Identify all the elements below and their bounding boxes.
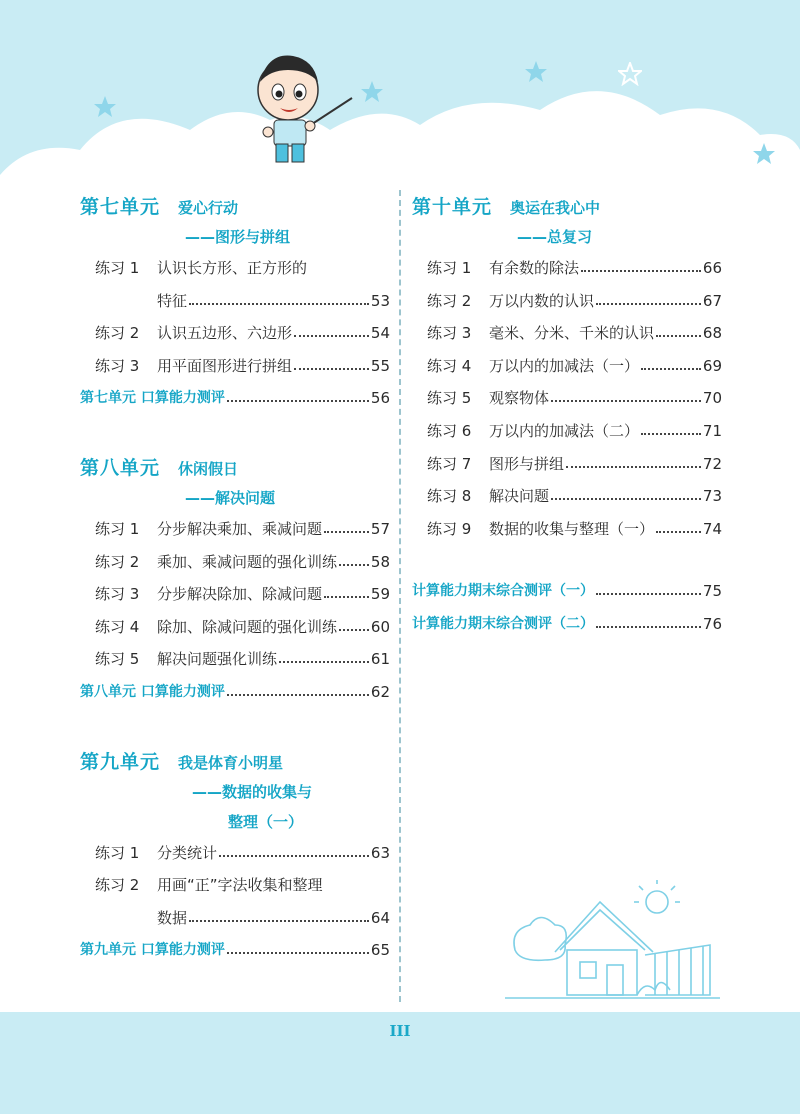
entry-label: 练习 9 [427, 519, 472, 538]
page-number-ref: 74 [702, 519, 722, 538]
entry-title: 解决问题 [489, 487, 550, 506]
leader-dots [189, 902, 369, 922]
page-number-ref: 67 [702, 291, 722, 310]
test-title: 计算能力期末综合测评（二） [412, 615, 594, 632]
unit-test-entry[interactable] [80, 676, 390, 709]
leader-dots [641, 415, 701, 435]
leader-dots [189, 285, 369, 305]
entry-label: 练习 5 [427, 389, 472, 408]
unit-theme: 奥运在我心中 [510, 199, 601, 217]
test-title: 第七单元 口算能力测评 [80, 390, 225, 407]
toc-entry[interactable] [80, 578, 390, 611]
unit-test-entry[interactable] [80, 934, 390, 967]
entry-label: 练习 4 [427, 356, 472, 375]
entry-title: 图形与拼组 [489, 454, 565, 473]
entry-title: 分类统计 [157, 843, 218, 862]
toc-entry[interactable] [412, 480, 722, 513]
star-icon [524, 60, 548, 84]
final-test-entry[interactable] [412, 575, 722, 608]
toc-entry[interactable] [80, 546, 390, 579]
leader-dots [596, 285, 701, 305]
leader-dots [551, 382, 701, 402]
entry-title: 毫米、分米、千米的认识 [489, 324, 655, 343]
unit-theme: 休闲假日 [178, 459, 239, 478]
page-number-ref: 54 [370, 324, 390, 343]
page-number: III [389, 1022, 411, 1040]
page-number-ref: 60 [370, 617, 390, 636]
leader-dots [656, 317, 701, 337]
unit-title: 第七单元 [80, 196, 161, 218]
entry-label: 练习 2 [95, 552, 140, 571]
page-number-ref: 73 [702, 487, 722, 506]
unit-subtitle: ——数据的收集与 [192, 782, 313, 801]
toc-entry[interactable] [412, 415, 722, 448]
leader-dots [656, 513, 701, 533]
page-number-ref: 65 [370, 941, 390, 960]
leader-dots [294, 317, 369, 337]
leader-dots [581, 252, 701, 272]
entry-label: 练习 1 [95, 519, 140, 538]
cartoon-boy-illustration [248, 40, 358, 170]
unit-subtitle: ——图形与拼组 [185, 228, 291, 246]
toc-entry[interactable] [412, 382, 722, 415]
leader-dots [551, 480, 701, 500]
entry-label: 练习 1 [95, 259, 140, 277]
unit-section [412, 192, 722, 545]
toc-left-column [80, 192, 390, 967]
unit-subtitle: ——总复习 [517, 228, 593, 246]
entry-title: 万以内的加减法（二） [489, 421, 640, 440]
entry-title: 有余数的除法 [489, 259, 580, 277]
page-number-ref: 68 [702, 324, 722, 343]
page-number-ref: 72 [702, 454, 722, 473]
entry-label: 练习 3 [427, 324, 472, 343]
toc-entry[interactable] [80, 837, 390, 870]
toc-entry[interactable] [412, 285, 722, 318]
page-number-ref: 76 [702, 614, 722, 633]
leader-dots [641, 350, 701, 370]
page-number-ref: 69 [702, 356, 722, 375]
entry-title: 分步解决乘加、乘减问题 [157, 519, 323, 538]
entry-title: 乘加、乘减问题的强化训练 [157, 552, 338, 571]
leader-dots [596, 575, 701, 595]
page-number-ref: 55 [370, 356, 390, 375]
toc-right-column [412, 192, 722, 641]
star-icon [360, 80, 384, 104]
unit-header [80, 192, 390, 222]
toc-entry[interactable] [80, 350, 390, 383]
entry-label: 练习 7 [427, 454, 472, 473]
entry-title: 万以内数的认识 [489, 291, 595, 310]
entry-label: 练习 1 [95, 843, 140, 862]
unit-header [412, 192, 722, 222]
toc-entry-continuation[interactable] [80, 902, 390, 935]
entry-title: 用平面图形进行拼组 [157, 356, 293, 375]
leader-dots [339, 546, 369, 566]
entry-label: 练习 8 [427, 487, 472, 506]
entry-label: 练习 4 [95, 617, 140, 636]
page-number-ref: 64 [370, 908, 390, 927]
entry-title: 除加、除减问题的强化训练 [157, 617, 338, 636]
entry-title: 用画“正”字法收集和整理 [157, 876, 323, 895]
page-number-ref: 66 [702, 259, 722, 277]
toc-entry[interactable] [412, 448, 722, 481]
leader-dots [566, 448, 701, 468]
leader-dots [294, 350, 369, 370]
toc-entry[interactable] [80, 611, 390, 644]
star-outline-icon [618, 62, 642, 86]
unit-title: 第八单元 [80, 456, 161, 479]
toc-entry[interactable] [80, 513, 390, 546]
toc-entry[interactable] [412, 513, 722, 546]
unit-section [80, 453, 390, 709]
leader-dots [227, 676, 369, 696]
entry-label: 练习 1 [427, 259, 472, 277]
page-number-ref: 57 [370, 519, 390, 538]
test-title: 第八单元 口算能力测评 [80, 683, 225, 700]
page-number-ref: 63 [370, 843, 390, 862]
test-title: 计算能力期末综合测评（一） [412, 583, 594, 600]
entry-title-line2: 数据 [157, 908, 188, 927]
page-number-ref: 53 [370, 291, 390, 310]
entry-title: 分步解决除加、除减问题 [157, 585, 323, 604]
page-number-ref: 75 [702, 582, 722, 601]
unit-section [80, 747, 390, 967]
unit-title: 第十单元 [412, 196, 493, 218]
entry-title: 认识长方形、正方形的 [157, 259, 308, 277]
unit-theme: 爱心行动 [178, 199, 239, 217]
toc-entry[interactable] [412, 252, 722, 285]
unit-title: 第九单元 [80, 750, 161, 773]
test-title: 第九单元 口算能力测评 [80, 942, 225, 959]
star-icon [93, 95, 117, 119]
toc-entry[interactable] [412, 350, 722, 383]
leader-dots [227, 934, 369, 954]
entry-label: 练习 2 [95, 324, 140, 343]
toc-entry-continuation[interactable] [80, 285, 390, 318]
entry-title: 观察物体 [489, 389, 550, 408]
unit-test-entry[interactable] [80, 382, 390, 415]
entry-title: 认识五边形、六边形 [157, 324, 293, 343]
page-number-ref: 71 [702, 421, 722, 440]
toc-entry[interactable] [80, 869, 390, 902]
star-icon [752, 142, 776, 166]
entry-label: 练习 3 [95, 356, 140, 375]
unit-subtitle-line2: 整理（一） [228, 812, 304, 831]
page-number-ref: 56 [370, 389, 390, 408]
toc-entry[interactable] [80, 252, 390, 285]
unit-header [80, 453, 390, 483]
entry-title: 解决问题强化训练 [157, 650, 278, 669]
column-divider [399, 190, 401, 1002]
entry-label: 练习 2 [95, 876, 140, 895]
leader-dots [324, 578, 369, 598]
leader-dots [596, 608, 701, 628]
page-number-ref: 61 [370, 650, 390, 669]
page-number-ref: 58 [370, 552, 390, 571]
unit-theme: 我是体育小明星 [178, 753, 284, 772]
toc-entry[interactable] [412, 317, 722, 350]
entry-title: 数据的收集与整理（一） [489, 519, 655, 538]
leader-dots [339, 611, 369, 631]
page-number-ref: 59 [370, 585, 390, 604]
entry-title-line2: 特征 [157, 291, 188, 310]
page-number-ref: 62 [370, 682, 390, 701]
final-test-entry[interactable] [412, 608, 722, 641]
house-illustration [505, 880, 720, 1005]
leader-dots [324, 513, 369, 533]
leader-dots [227, 382, 369, 402]
entry-label: 练习 3 [95, 585, 140, 604]
leader-dots [219, 837, 369, 857]
unit-header [80, 747, 390, 777]
toc-entry[interactable] [80, 643, 390, 676]
leader-dots [279, 643, 369, 663]
entry-label: 练习 5 [95, 650, 140, 669]
unit-subtitle: ——解决问题 [185, 488, 276, 507]
page-number-ref: 70 [702, 389, 722, 408]
toc-entry[interactable] [80, 317, 390, 350]
entry-title: 万以内的加减法（一） [489, 356, 640, 375]
entry-label: 练习 6 [427, 421, 472, 440]
unit-section [80, 192, 390, 415]
entry-label: 练习 2 [427, 291, 472, 310]
